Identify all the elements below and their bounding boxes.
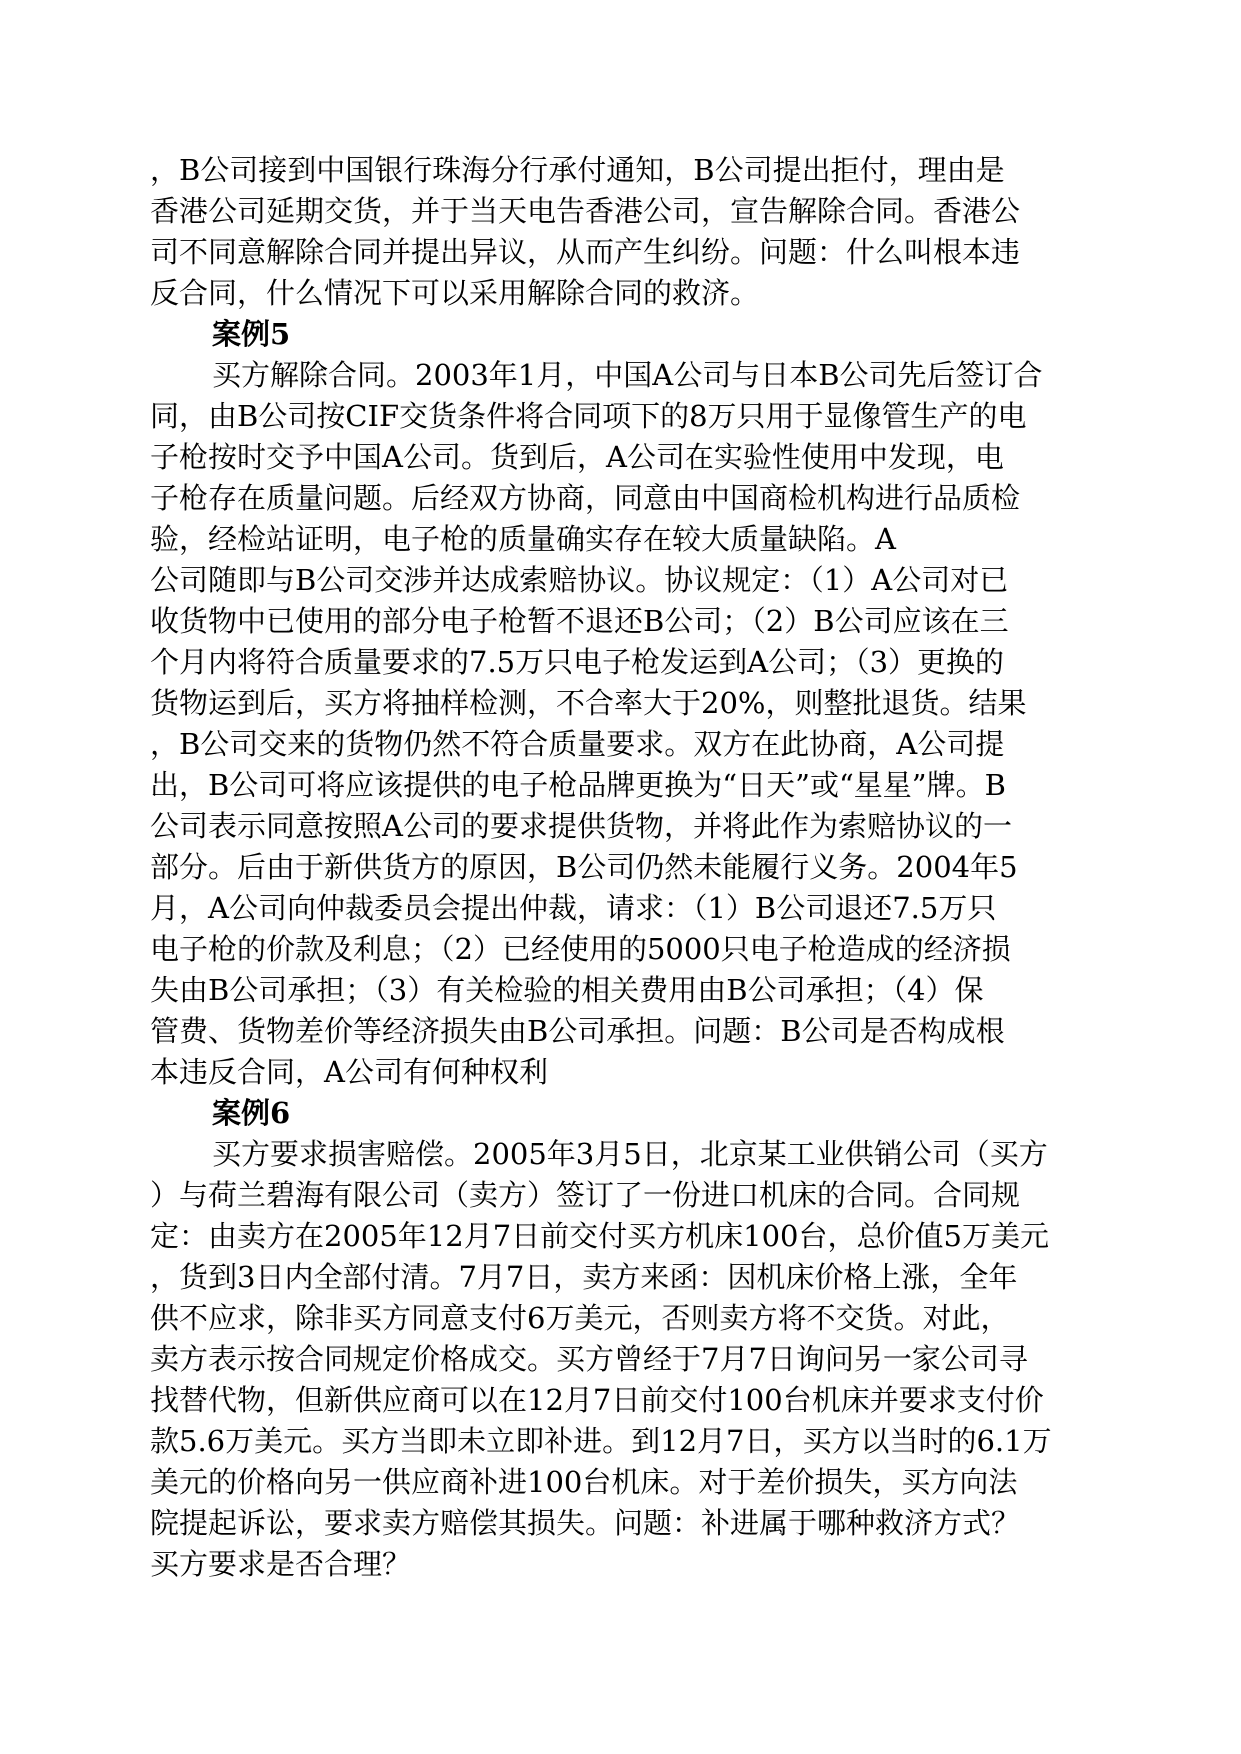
text-line: 公司随即与B公司交涉并达成索赔协议。协议规定：（1）A公司对已	[150, 563, 1009, 597]
text-line: 本违反合同，A公司有何种权利	[150, 1055, 548, 1089]
text-line: 美元的价格向另一供应商补进100台机床。对于差价损失，买方向法	[150, 1465, 1018, 1499]
text-line: 管费、货物差价等经济损失由B公司承担。问题：B公司是否构成根	[150, 1014, 1005, 1048]
text-line: 公司表示同意按照A公司的要求提供货物，并将此作为索赔协议的一	[150, 809, 1012, 843]
text-line: 款5.6万美元。买方当即未立即补进。到12月7日，买方以当时的6.1万	[150, 1424, 1052, 1458]
text-line: 卖方表示按合同规定价格成交。买方曾经于7月7日询问另一家公司寻	[150, 1342, 1028, 1376]
text-line: 月，A公司向仲裁委员会提出仲裁，请求：（1）B公司退还7.5万只	[150, 891, 997, 925]
case-heading: 案例5	[212, 317, 291, 351]
text-line: 个月内将符合质量要求的7.5万只电子枪发运到A公司；（3）更换的	[150, 645, 1005, 679]
paragraph-start: 买方解除合同。2003年1月，中国A公司与日本B公司先后签订合	[212, 358, 1043, 392]
text-line: 货物运到后，买方将抽样检测，不合率大于20%，则整批退货。结果	[150, 686, 1027, 720]
text-line: 定：由卖方在2005年12月7日前交付买方机床100台，总价值5万美元	[150, 1219, 1049, 1253]
text-line: 反合同，什么情况下可以采用解除合同的救济。	[150, 276, 760, 310]
text-line: 香港公司延期交货，并于当天电告香港公司，宣告解除合同。香港公	[150, 194, 1021, 228]
text-line: 部分。后由于新供货方的原因，B公司仍然未能履行义务。2004年5	[150, 850, 1018, 884]
text-line: 司不同意解除合同并提出异议，从而产生纠纷。问题：什么叫根本违	[150, 235, 1021, 269]
text-line: 同，由B公司按CIF交货条件将合同项下的8万只用于显像管生产的电	[150, 399, 1027, 433]
text-line: 供不应求，除非买方同意支付6万美元，否则卖方将不交货。对此，	[150, 1301, 1010, 1335]
text-line: 找替代物，但新供应商可以在12月7日前交付100台机床并要求支付价	[150, 1383, 1044, 1417]
text-line: 电子枪的价款及利息；（2）已经使用的5000只电子枪造成的经济损	[150, 932, 1011, 966]
text-line: 收货物中已使用的部分电子枪暂不退还B公司；（2）B公司应该在三	[150, 604, 1009, 638]
text-line: 出，B公司可将应该提供的电子枪品牌更换为“日天”或“星星”牌。B	[150, 768, 1006, 802]
text-line: ，B公司接到中国银行珠海分行承付通知，B公司提出拒付，理由是	[150, 153, 1005, 187]
text-line: ）与荷兰碧海有限公司（卖方）签订了一份进口机床的合同。合同规	[150, 1178, 1021, 1212]
text-line: 失由B公司承担；（3）有关检验的相关费用由B公司承担；（4）保	[150, 973, 984, 1007]
paragraph-start: 买方要求损害赔偿。2005年3月5日，北京某工业供销公司（买方	[212, 1137, 1048, 1171]
text-line: 验，经检站证明，电子枪的质量确实存在较大质量缺陷。A	[150, 522, 896, 556]
text-line: ，货到3日内全部付清。7月7日，卖方来函：因机床价格上涨，全年	[150, 1260, 1018, 1294]
text-line: 买方要求是否合理？	[150, 1547, 412, 1581]
text-line: 子枪按时交予中国A公司。货到后，A公司在实验性使用中发现，电	[150, 440, 1004, 474]
document-page	[150, 150, 1095, 1585]
text-line: 子枪存在质量问题。后经双方协商，同意由中国商检机构进行品质检	[150, 481, 1021, 515]
case-heading: 案例6	[212, 1096, 291, 1130]
text-line: 院提起诉讼，要求卖方赔偿其损失。问题：补进属于哪种救济方式？	[150, 1506, 1021, 1540]
text-line: ，B公司交来的货物仍然不符合质量要求。双方在此协商，A公司提	[150, 727, 1005, 761]
